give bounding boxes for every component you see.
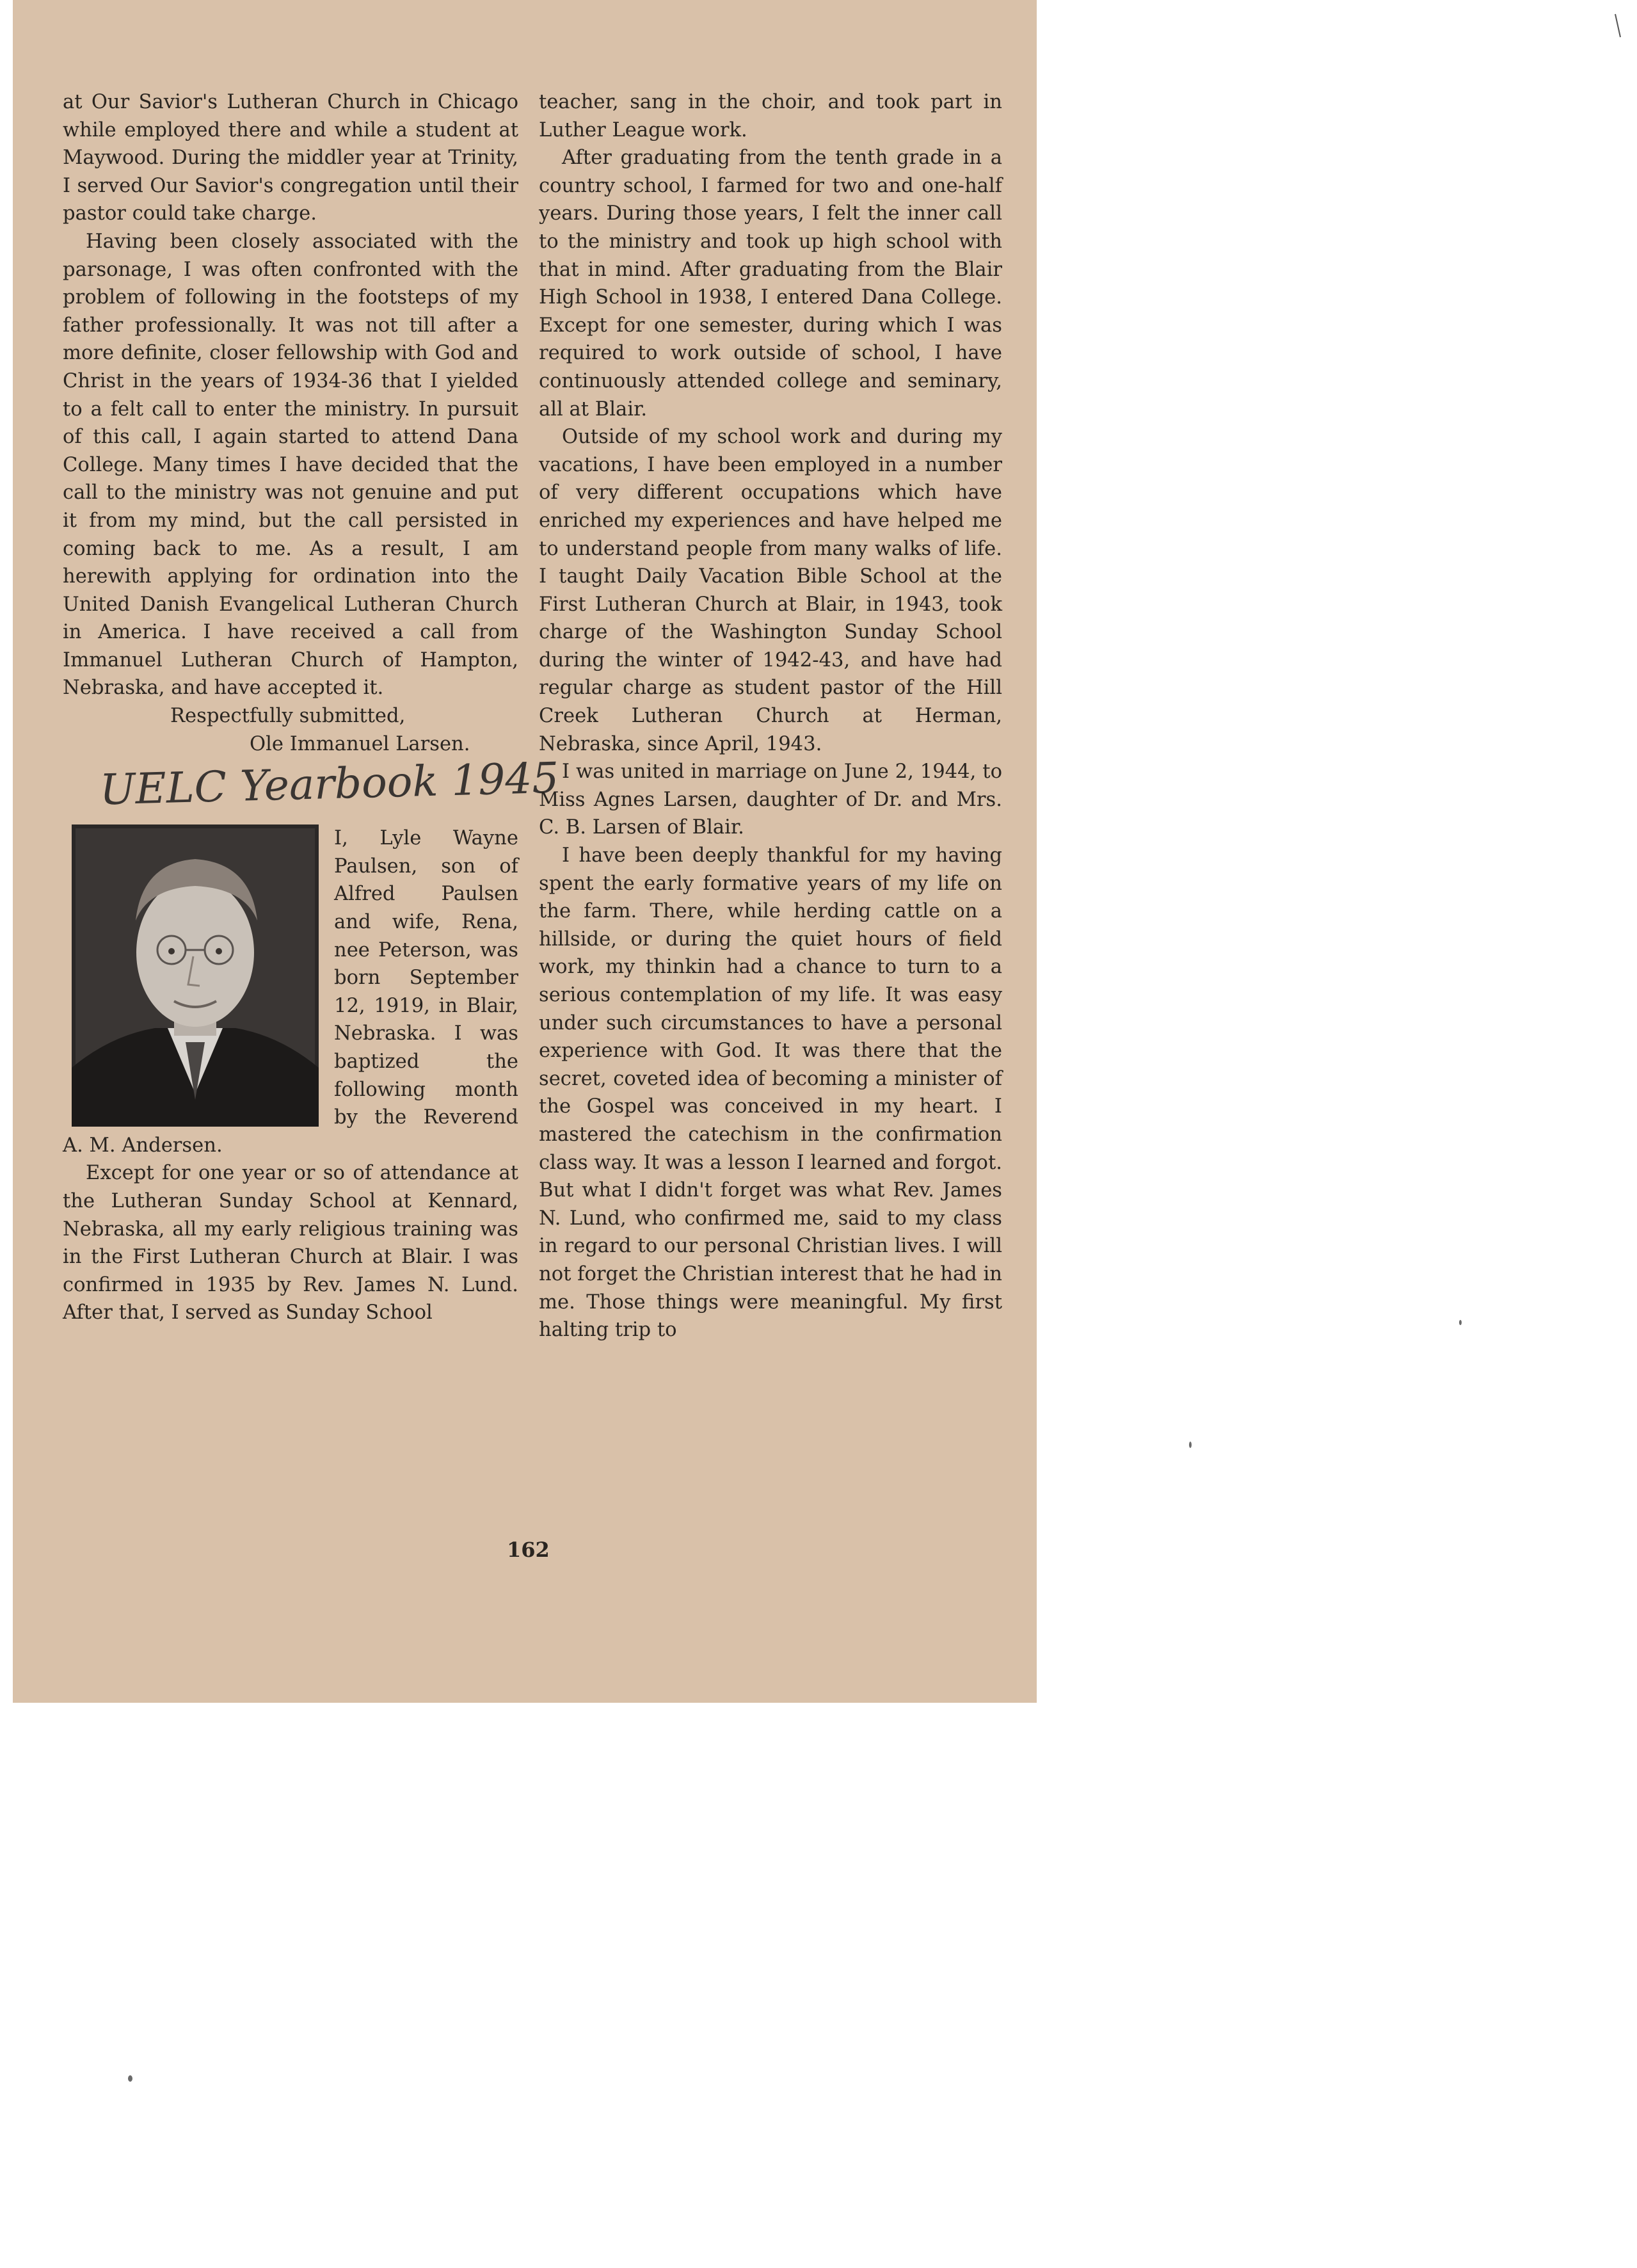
newspaper-clipping (13, 0, 1037, 1703)
handwritten-note: UELC Yearbook 1945 (99, 753, 560, 815)
scan-speck (1459, 1320, 1462, 1325)
right-column (539, 88, 1002, 1344)
page-number: 162 (507, 1538, 550, 1562)
right-paragraph-3: Outside of my school work and during my vacations, I have been employed in a number of very different occupations which have enriched my experiences and have helped me to understand people from many walks of life. I taught Daily Vacation Bible School at the First Lutheran Church at Blair, in 1943, took charge of the Washington Sunday School during the winter of 1942-43, and have had regular charge as student pastor of the Hill Creek Lutheran Church at Herman, Nebraska, since April, 1943. (539, 426, 1002, 755)
right-paragraph-2: After graduating from the tenth grade in a country school, I farmed for two and one-half years. During those years, I felt the inner call to the ministry and took up high school with that in mind. After graduating from the Blair High School in 1938, I entered Dana College. Except for one semester, during which I was required to work outside of school, I have continuously attended college and seminary, all at Blair. (539, 147, 1002, 421)
scan-speck (1189, 1442, 1192, 1448)
right-paragraph-1: teacher, sang in the choir, and took part in Luther League work. (539, 91, 1002, 141)
left-paragraph-3: I, Lyle Wayne Paulsen, son of Alfred Paulsen and wife, Rena, nee Peterson, was born September 12, 1919, in Blair, Nebraska. I was baptized the following month by the Reverend A. M. Andersen. (63, 827, 518, 1157)
closing-line: Respectfully submitted, (170, 705, 406, 728)
right-paragraph-5: I have been deeply thankful for my having spent the early formative years of my life on the farm. There, while herding cattle on a hillside, or during the quiet hours of field work, my thinkin had a chance to turn to a serious contemplation of my life. It was easy under such circumstances to have a personal experience with God. It was there that the secret, coveted idea of becoming a minister of the Gospel was conceived in my heart. I mastered the catechism in the confirmation class way. It was a lesson I learned and forgot. But what I didn't forget was what Rev. James N. Lund, who confirmed me, said to my class in regard to our personal Christian lives. I will not forget the Christian interest that he had in me. Those things were meaningful. My first halting trip to (539, 844, 1002, 1342)
portrait-photo (72, 824, 319, 1127)
left-paragraph-2: Having been closely associated with the parsonage, I was often confronted with the problem of following in the footsteps of my father professionally. It was not till after a more definite, closer fellowship with God and Christ in the years of 1934-36 that I yielded to a felt call to enter the ministry. In pursuit of this call, I again started to attend Dana College. Many times I have decided that the call to the ministry was not genuine and put it from my mind, but the call persisted in coming back to me. As a result, I am herewith applying for ordination into the United Danish Evangelical Lutheran Church in America. I have received a call from Immanuel Lutheran Church of Hampton, Nebraska, and have accepted it. (63, 230, 518, 700)
right-paragraph-4: I was united in marriage on June 2, 1944, to Miss Agnes Larsen, daughter of Dr. and Mrs. C. B. Larsen of Blair. (539, 760, 1002, 839)
left-paragraph-4: Except for one year or so of attendance at the Lutheran Sunday School at Kennard, Nebraska, all my early religious training was in the First Lutheran Church at Blair. I was confirmed in 1935 by Rev. James N. Lund. After that, I served as Sunday School (63, 1162, 518, 1324)
left-paragraph-1: at Our Savior's Lutheran Church in Chicago while employed there and while a student at Maywood. During the middler year at Trinity, I served Our Savior's congregation until their pastor could take charge. (63, 91, 518, 225)
portrait-photo-icon (72, 824, 319, 1127)
left-column (63, 88, 560, 1327)
signature-name: Ole Immanuel Larsen. (250, 732, 470, 755)
scan-mark-icon (1613, 13, 1625, 38)
scan-speck (128, 2075, 132, 2082)
